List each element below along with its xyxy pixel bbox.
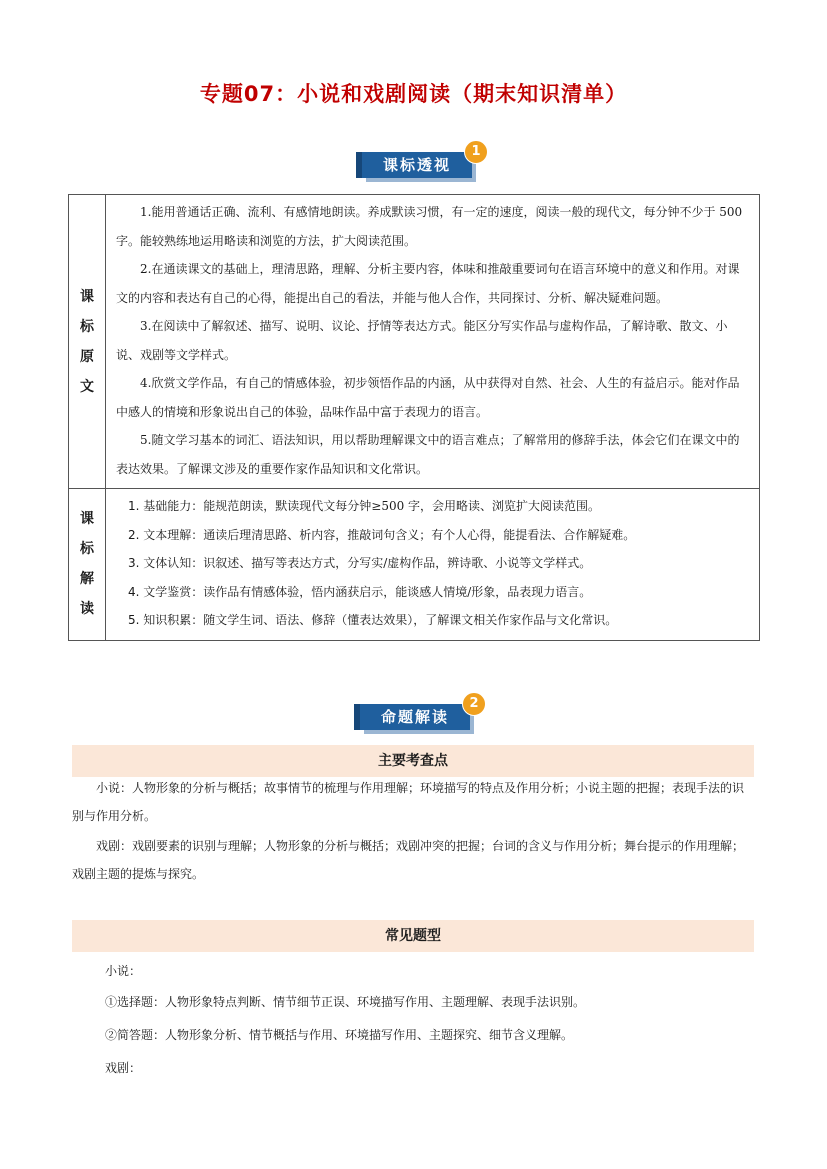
standard-paragraph: 3.在阅读中了解叙述、描写、说明、议论、抒情等表达方式。能区分写实作品与虚构作品，了解诗歌、散文、小说、戏剧等文学样式。: [116, 319, 728, 362]
banner-label: 命题解读: [360, 704, 470, 730]
key-points-body: [72, 774, 754, 888]
item-text: 通读后理清思路、析内容，推敲词句含义；有个人心得，能提看法、合作解疑难。: [203, 527, 636, 542]
key-points-drama: 戏剧：戏剧要素的识别与理解；人物形象的分析与概括；戏剧冲突的把握；台词的含义与作用分析；舞台提示的作用理解；戏剧主题的提炼与探究。: [72, 839, 745, 881]
question-type-short-answer: ②简答题：人物形象分析、情节概括与作用、环境描写作用、主题探究、细节含义理解。: [105, 1028, 574, 1042]
side-char: 解: [80, 571, 94, 588]
interpretation-item: [116, 549, 749, 578]
item-head: 5. 知识积累：: [128, 613, 204, 627]
item-head: 4. 文学鉴赏：: [128, 584, 204, 599]
item-text: 随文学生词、语法、修辞（懂表达效果），了解课文相关作家作品与文化常识。: [203, 613, 618, 627]
question-types-header: 常见题型: [72, 920, 754, 952]
side-char: 读: [80, 601, 94, 618]
side-label-original: [69, 195, 106, 489]
item-head: 3. 文体认知：: [128, 556, 204, 570]
side-char: 标: [80, 541, 94, 558]
standards-original-content: [106, 195, 760, 489]
standard-paragraph: 4.欣赏文学作品，有自己的情感体验，初步领悟作品的内涵，从中获得对自然、社会、人生的有益启示。能对作品中感人的情境和形象说出自己的体验，品味作品中富于表现力的语言。: [116, 376, 740, 419]
standard-paragraph: 1.能用普通话正确、流利、有感情地朗读。养成默读习惯，有一定的速度，阅读一般的现代文，每分钟不少于 500 字。能较熟练地运用略读和浏览的方法，扩大阅读范围。: [116, 205, 743, 248]
question-type-choice: ①选择题：人物形象特点判断、情节细节正误、环境描写作用、主题理解、表现手法识别。: [105, 995, 586, 1009]
interpretation-item: [116, 492, 749, 521]
item-text: 能规范朗读，默读现代文每分钟≥500 字，会用略读、浏览扩大阅读范围。: [203, 499, 601, 513]
page-title: 专题07：小说和戏剧阅读（期末知识清单）: [199, 82, 628, 106]
table-row: [69, 489, 760, 641]
side-char: 原: [80, 348, 94, 365]
item-head: 1. 基础能力：: [128, 499, 204, 513]
side-char: 标: [80, 318, 94, 335]
key-points-header: 主要考查点: [72, 745, 754, 777]
question-types-novel-label: 小说：: [105, 964, 142, 978]
question-types-drama-label: 戏剧：: [105, 1061, 142, 1075]
key-points-novel: 小说：人物形象的分析与概括；故事情节的梳理与作用理解；环境描写的特点及作用分析；小说主题的把握；表现手法的识别与作用分析。: [72, 781, 745, 823]
banner-number-badge: 1: [464, 140, 488, 164]
standards-table: [68, 194, 760, 641]
side-char: 文: [80, 378, 94, 395]
item-text: 读作品有情感体验，悟内涵获启示，能谈感人情境/形象，品表现力语言。: [203, 584, 592, 599]
side-char: 课: [80, 511, 94, 528]
standard-paragraph: 2.在通读课文的基础上，理清思路，理解、分析主要内容，体味和推敲重要词句在语言环境中的意义和作用。对课文的内容和表达有自己的心得，能提出自己的看法，并能与他人合作，共同探讨、分析、解决疑难问题。: [116, 262, 740, 305]
item-head: 2. 文本理解：: [128, 527, 204, 542]
banner-label: 课标透视: [362, 152, 472, 178]
table-row: [69, 195, 760, 489]
side-char: 课: [80, 288, 94, 305]
standards-interpretation-content: [106, 489, 760, 641]
side-label-interpretation: [69, 489, 106, 641]
interpretation-item: [116, 606, 749, 635]
banner-number-badge: 2: [462, 692, 486, 716]
item-text: 识叙述、描写等表达方式，分写实/虚构作品，辨诗歌、小说等文学样式。: [203, 556, 592, 570]
standard-paragraph: 5.随文学习基本的词汇、语法知识，用以帮助理解课文中的语言难点；了解常用的修辞手法，体会它们在课文中的表达效果。了解课文涉及的重要作家作品知识和文化常识。: [116, 433, 740, 476]
interpretation-item: [116, 578, 749, 607]
interpretation-item: [116, 521, 749, 550]
